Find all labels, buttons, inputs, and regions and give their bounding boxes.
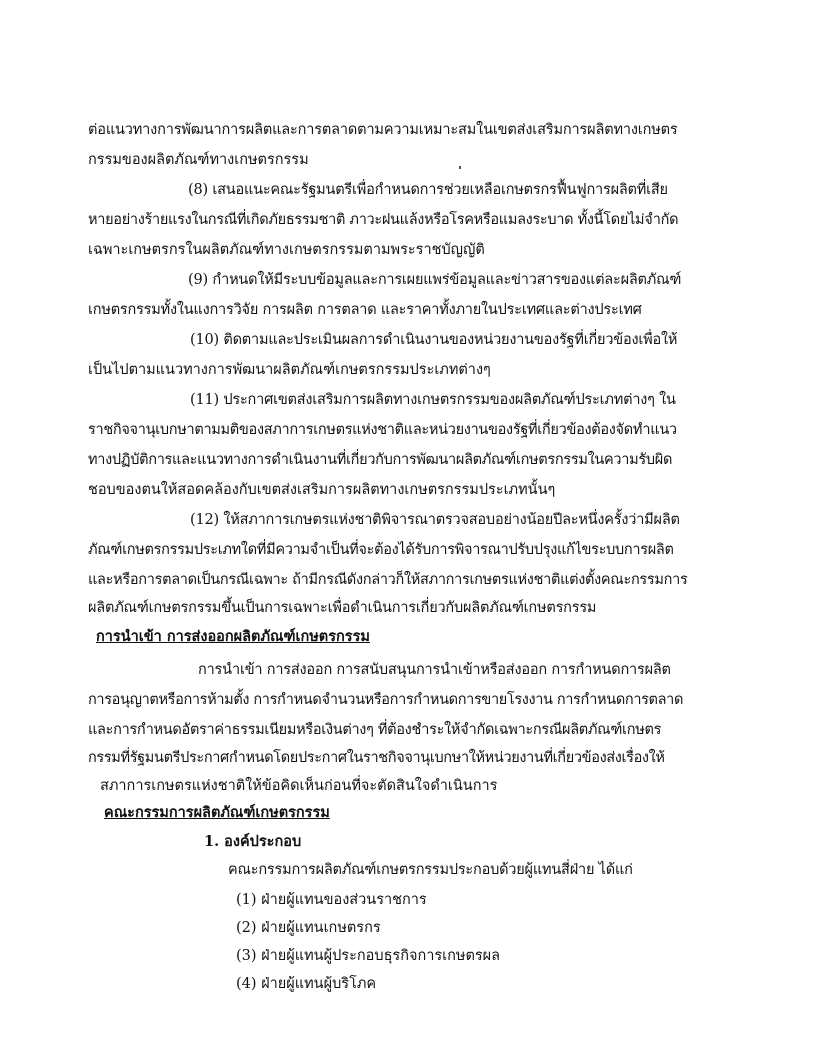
text-line: การอนุญาตหรือการห้ามตั้ง การกำหนดจำนวนหรือการกำหนดการขายโรงงาน การกำหนดการตลาด [88, 692, 684, 708]
text-line: ชอบของตนให้สอดคล้องกับเขตส่งเสริมการผลิตทางเกษตรกรรมประเภทนั้นๆ [88, 482, 556, 498]
text-line: เฉพาะเกษตรกรในผลิตภัณฑ์ทางเกษตรกรรมตามพระราชบัญญัติ [88, 242, 485, 258]
list-item: (2) ฝ่ายผู้แทนเกษตรกร [236, 920, 381, 936]
text-line: การนำเข้า การส่งออก การสนับสนุนการนำเข้าหรือส่งออก การกำหนดการผลิต [198, 662, 671, 678]
text-line: กรรมที่รัฐมนตรีประกาศกำหนดโดยประกาศในราชกิจจานุเบกษาให้หน่วยงานที่เกี่ยวข้องส่งเรื่องให้ [88, 750, 665, 766]
text-line: ผลิตภัณฑ์เกษตรกรรมขึ้นเป็นการเฉพาะเพื่อดำเนินการเกี่ยวกับผลิตภัณฑ์เกษตรกรรม [88, 600, 597, 616]
text-line: ภัณฑ์เกษตรกรรมประเภทใดที่มีความจำเป็นที่จะต้องได้รับการพิจารณาปรับปรุงแก้ไขระบบการผลิต [88, 542, 674, 558]
composition-heading-text: 1. องค์ประกอบ [204, 833, 302, 850]
text-line: (12) ให้สภาการเกษตรแห่งชาติพิจารณาตรวจสอบอย่างน้อยปีละหนึ่งครั้งว่ามีผลิต [190, 512, 680, 528]
text-line: (11) ประกาศเขตส่งเสริมการผลิตทางเกษตรกรรมของผลิตภัณฑ์ประเภทต่างๆ ใน [190, 392, 676, 408]
text-line: (9) กำหนดให้มีระบบข้อมูลและการเผยแพร่ข้อมูลและข่าวสารของแต่ละผลิตภัณฑ์ [188, 272, 682, 288]
text-line: สภาการเกษตรแห่งชาติให้ข้อคิดเห็นก่อนที่จะตัดสินใจดำเนินการ [100, 778, 498, 794]
list-item: (4) ฝ่ายผู้แทนผู้บริโภค [236, 976, 377, 992]
text-line: เป็นไปตามแนวทางการพัฒนาผลิตภัณฑ์เกษตรกรรมประเภทต่างๆ [88, 362, 491, 378]
list-item: (1) ฝ่ายผู้แทนของส่วนราชการ [236, 892, 427, 908]
text-line: และการกำหนดอัตราค่าธรรมเนียมหรือเงินต่างๆ ที่ต้องชำระให้จำกัดเฉพาะกรณีผลิตภัณฑ์เกษตร [88, 722, 662, 738]
text-line: ทางปฏิบัติการและแนวทางการดำเนินงานที่เกี่ยวกับการพัฒนาผลิตภัณฑ์เกษตรกรรมในความรับผิด [88, 452, 673, 468]
text-line: และหรือการตลาดเป็นกรณีเฉพาะ ถ้ามีกรณีดังกล่าวก็ให้สภาการเกษตรแห่งชาติแต่งตั้งคณะกรรมการ [88, 572, 688, 588]
section-heading-import-export: การนำเข้า การส่งออกผลิตภัณฑ์เกษตรกรรม [96, 628, 370, 645]
text-line: ต่อแนวทางการพัฒนาการผลิตและการตลาดตามความเหมาะสมในเขตส่งเสริมการผลิตทางเกษตร [88, 122, 678, 138]
text-line: (8) เสนอแนะคณะรัฐมนตรีเพื่อกำหนดการช่วยเหลือเกษตรกรฟื้นฟูการผลิตที่เสีย [188, 182, 668, 198]
text-line: (10) ติดตามและประเมินผลการดำเนินงานของหน่วยงานของรัฐที่เกี่ยวข้องเพื่อให้ [190, 332, 678, 348]
text-line: คณะกรรมการผลิตภัณฑ์เกษตรกรรมประกอบด้วยผู้แทนสี่ฝ่าย ได้แก่ [228, 862, 633, 878]
text-line: กรรมของผลิตภัณฑ์ทางเกษตรกรรม [88, 152, 309, 168]
section-heading-committee: คณะกรรมการผลิตภัณฑ์เกษตรกรรม [104, 804, 330, 821]
list-item: (3) ฝ่ายผู้แทนผู้ประกอบธุรกิจการเกษตรผล [236, 948, 501, 964]
text-line: เกษตรกรรมทั้งในแงการวิจัย การผลิต การตลาด และราคาทั้งภายในประเทศและต่างประเทศ [88, 302, 642, 318]
scan-speck [459, 166, 461, 169]
text-line: ราชกิจจานุเบกษาตามมติของสภาการเกษตรแห่งชาติและหน่วยงานของรัฐที่เกี่ยวข้องต้องจัดทำแนว [88, 422, 677, 438]
subsection-heading-composition [204, 832, 301, 854]
text-line: หายอย่างร้ายแรงในกรณีที่เกิดภัยธรรมชาติ ภาวะฝนแล้งหรือโรคหรือแมลงระบาด ทั้งนี้โดยไม่จำกัด [88, 212, 679, 228]
